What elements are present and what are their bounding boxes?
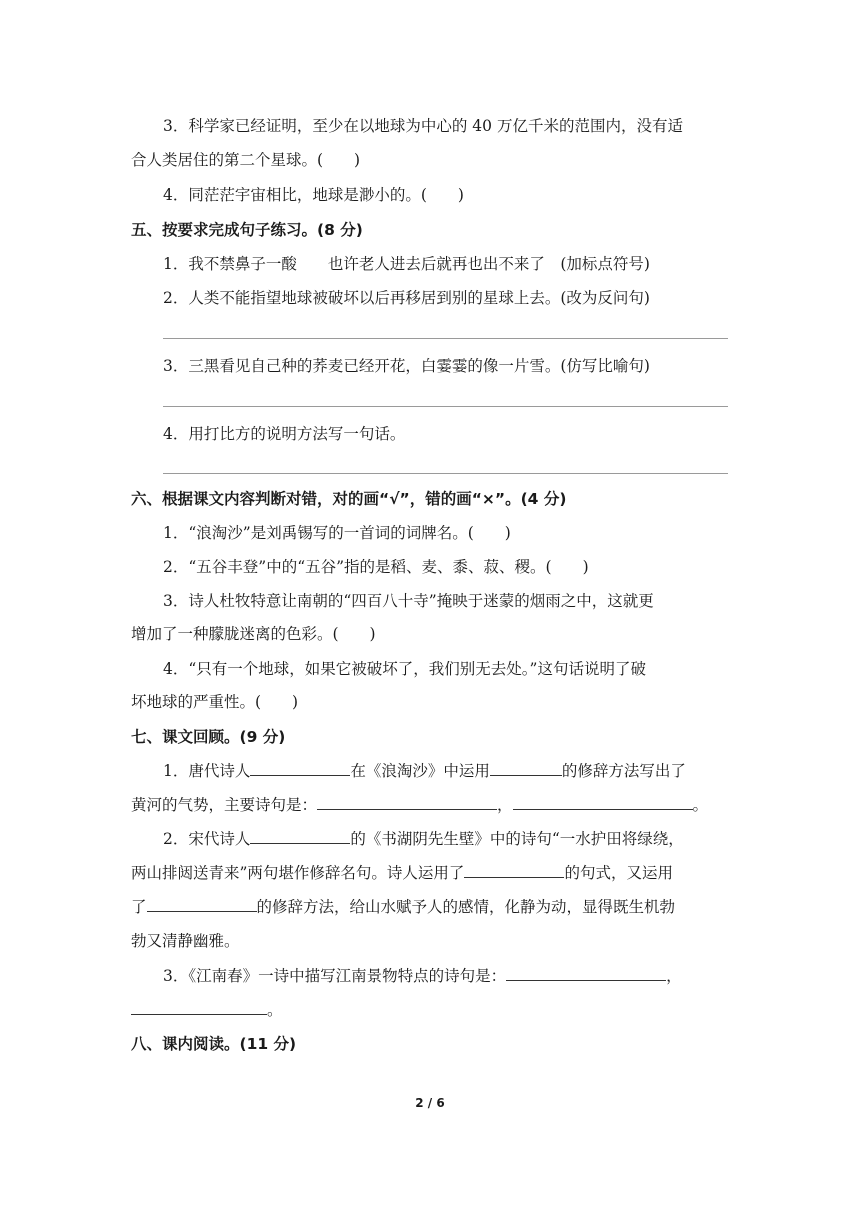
blank-sentence-form[interactable]	[464, 863, 564, 878]
blank-verse-3b[interactable]	[131, 1000, 267, 1015]
section-5-title: 五、按要求完成句子练习。(8 分)	[131, 221, 363, 239]
q7-1-text-f: 。	[692, 796, 709, 814]
q7-3-text-b: ，	[666, 967, 682, 985]
q7-1-text-a: 1．唐代诗人	[163, 762, 251, 780]
q7-1-text-d: 黄河的气势，主要诗句是：	[131, 796, 318, 814]
q7-2-text-b: 的《书湖阴先生壁》中的诗句“一水护田将绿绕，	[350, 830, 684, 848]
q6-3-line2: 增加了一种朦胧迷离的色彩。( )	[131, 625, 376, 643]
answer-line-q5-2[interactable]	[163, 338, 728, 339]
q7-1-text-b: 在《浪淘沙》中运用	[350, 762, 490, 780]
blank-verse-3a[interactable]	[506, 966, 666, 981]
q4-3-line2: 合人类居住的第二个星球。( )	[131, 151, 361, 169]
q6-2: 2．“五谷丰登”中的“五谷”指的是稻、麦、黍、菽、稷。( )	[163, 558, 589, 576]
q7-3-text-c: 。	[267, 1001, 283, 1019]
blank-poet-1[interactable]	[250, 761, 350, 776]
q7-3-text-a: 3．《江南春》一诗中描写江南景物特点的诗句是：	[163, 967, 507, 985]
q5-2: 2．人类不能指望地球被破坏以后再移居到别的星球上去。(改为反问句)	[163, 289, 650, 307]
blank-poet-2[interactable]	[250, 829, 350, 844]
q6-4-line2: 坏地球的严重性。( )	[131, 693, 299, 711]
page-number: 2 / 6	[415, 1096, 445, 1110]
q5-3: 3．三黑看见自己种的荞麦已经开花，白霎霎的像一片雪。(仿写比喻句)	[163, 357, 650, 375]
answer-line-q5-4[interactable]	[163, 473, 728, 474]
q7-2-text-d: 的句式，又运用	[564, 864, 673, 882]
q7-2-line3	[131, 897, 675, 917]
section-6-title: 六、根据课文内容判断对错，对的画“√”，错的画“×”。(4 分)	[131, 490, 567, 508]
blank-rhetoric-1[interactable]	[490, 761, 562, 776]
q4-3-line1: 3．科学家已经证明，至少在以地球为中心的 40 万亿千米的范围内，没有适	[163, 117, 683, 135]
q7-2-line2	[131, 863, 673, 883]
q7-2-text-f: 的修辞方法，给山水赋予人的感情，化静为动，显得既生机勃	[256, 898, 676, 916]
q7-3-line1	[163, 966, 682, 986]
q7-2-text-e: 了	[131, 898, 147, 916]
q7-2-text-a: 2．宋代诗人	[163, 830, 251, 848]
blank-rhetoric-2[interactable]	[147, 897, 257, 912]
q5-1: 1．我不禁鼻子一酸 也许老人进去后就再也出不来了 (加标点符号)	[163, 255, 650, 273]
q6-4-line1: 4．“只有一个地球，如果它被破坏了，我们别无去处。”这句话说明了破	[163, 660, 646, 678]
q7-1-text-e: ，	[497, 796, 513, 814]
q7-2-text-c: 两山排闼送青来”两句堪作修辞名句。诗人运用了	[131, 864, 465, 882]
q7-3-line2	[131, 1000, 283, 1020]
section-8-title: 八、课内阅读。(11 分)	[131, 1035, 297, 1053]
q6-1: 1．“浪淘沙”是刘禹锡写的一首词的词牌名。( )	[163, 524, 511, 542]
q6-3-line1: 3．诗人杜牧特意让南朝的“四百八十寺”掩映于迷蒙的烟雨之中，这就更	[163, 592, 654, 610]
q7-2-line4: 勃又清静幽雅。	[131, 932, 240, 950]
blank-verse-1b[interactable]	[513, 795, 693, 810]
q4-4: 4．同茫茫宇宙相比，地球是渺小的。( )	[163, 186, 464, 204]
q7-1-text-c: 的修辞方法写出了	[561, 762, 686, 780]
q7-2-line1	[163, 829, 684, 849]
q5-4: 4．用打比方的说明方法写一句话。	[163, 425, 406, 443]
q7-1-line1	[163, 761, 686, 781]
section-7-title: 七、课文回顾。(9 分)	[131, 728, 286, 746]
answer-line-q5-3[interactable]	[163, 406, 728, 407]
blank-verse-1a[interactable]	[317, 795, 497, 810]
q7-1-line2	[131, 795, 708, 815]
